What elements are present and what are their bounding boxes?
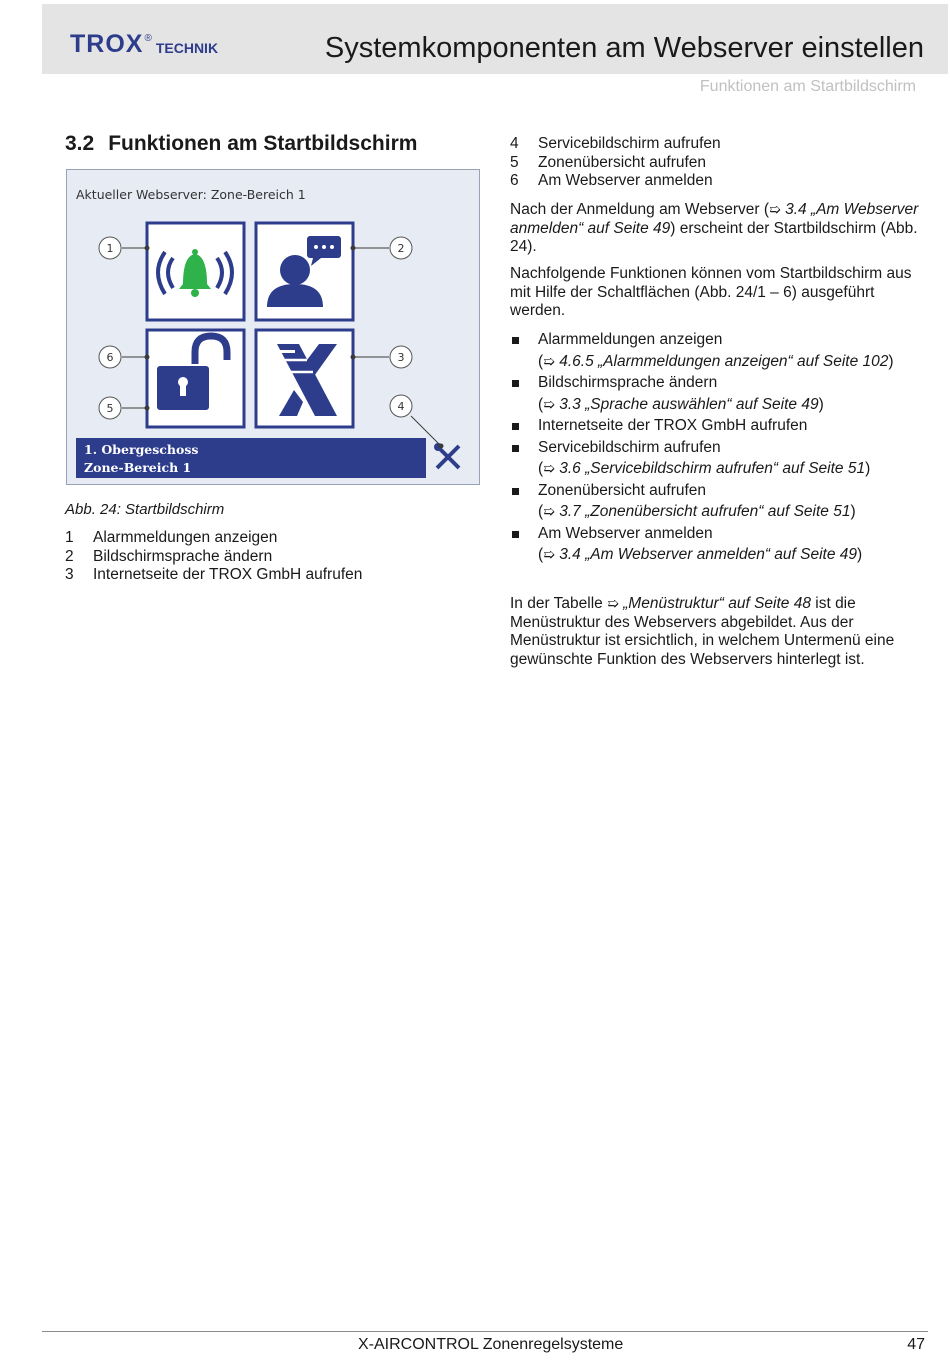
section-number: 3.2 <box>65 132 95 155</box>
list-item: Am Webserver anmelden (➯ 3.4 „Am Webserver anmelden“ auf Seite 49) <box>510 525 920 565</box>
cross-ref-arrow-icon: ➯ <box>543 460 555 476</box>
bullet-text: Am Webserver anmelden <box>538 524 713 542</box>
list-item: Alarmmeldungen anzeigen (➯ 4.6.5 „Alarmmeldungen anzeigen“ auf Seite 102) <box>510 331 920 371</box>
section-title-text: Funktionen am Startbildschirm <box>108 132 418 155</box>
list-item: Bildschirmsprache ändern (➯ 3.3 „Sprache auswählen“ auf Seite 49) <box>510 374 920 414</box>
legend-text: Alarmmeldungen anzeigen <box>93 529 278 546</box>
legend-number: 6 <box>510 172 519 189</box>
callout-2: 2 <box>397 242 405 255</box>
chapter-title: Systemkomponenten am Webserver einstellen <box>324 32 924 64</box>
callout-6: 6 <box>106 351 114 364</box>
legend-text: Bildschirmsprache ändern <box>93 547 273 565</box>
page-header <box>42 4 948 74</box>
cross-reference-link[interactable]: 4.6.5 „Alarmmeldungen anzeigen“ auf Seite 102 <box>559 352 889 370</box>
bullet-text: Internetseite der TROX GmbH aufrufen <box>538 417 808 434</box>
logo-text: TROX <box>70 30 144 58</box>
legend-number: 2 <box>65 547 74 565</box>
figure-legend-left <box>65 529 362 585</box>
cross-reference-link[interactable]: 3.7 „Zonenübersicht aufrufen“ auf Seite 51 <box>559 503 851 520</box>
language-tile[interactable] <box>256 223 353 320</box>
legend-item <box>510 172 721 191</box>
cross-reference-link[interactable]: 3.3 „Sprache auswählen“ auf Seite 49 <box>559 395 819 413</box>
figure-caption: Abb. 24: Startbildschirm <box>65 501 225 518</box>
list-item: Servicebildschirm aufrufen (➯ 3.6 „Servicebildschirm aufrufen“ auf Seite 51) <box>510 439 920 479</box>
legend-text: Zonenübersicht aufrufen <box>538 153 707 171</box>
para-text: ist die Menüstruktur des Webservers abgebildet. Aus der Menüstruktur ist ersichtlich, in welchem Untermenü eine gewünschte Funktion des Webservers hinterlegt ist. <box>510 595 895 668</box>
functions-intro-paragraph: Nachfolgende Funktionen können vom Startbildschirm aus mit Hilfe der Schaltflächen (Abb. 24/1 – 6) ausgeführt werden. <box>510 265 912 319</box>
screen-title: Aktueller Webserver: Zone-Bereich 1 <box>76 187 306 202</box>
menu-structure-paragraph <box>510 594 920 669</box>
page-number: 47 <box>907 1336 925 1353</box>
para-text: ) erscheint der Startbildschirm (Abb. 24). <box>510 219 918 255</box>
callout-4: 4 <box>397 400 405 413</box>
legend-item <box>510 154 721 173</box>
legend-item <box>65 548 362 567</box>
logo-registered-mark: ® <box>144 33 152 44</box>
callout-1: 1 <box>106 242 114 255</box>
alarm-tile[interactable] <box>147 223 244 320</box>
cross-reference-link[interactable]: 3.4 „Am Webserver anmelden“ auf Seite 49 <box>510 201 919 237</box>
legend-number: 3 <box>65 566 74 583</box>
bullet-text: Alarmmeldungen anzeigen <box>538 331 723 348</box>
function-bullet-list <box>510 331 920 568</box>
zone-floor: 1. Obergeschoss <box>84 442 199 457</box>
legend-text: Am Webserver anmelden <box>538 172 713 189</box>
footer-divider <box>42 1331 928 1332</box>
trox-website-tile[interactable] <box>256 330 353 427</box>
trox-logo <box>70 32 218 57</box>
cross-ref-arrow-icon: ➯ <box>607 595 619 611</box>
section-heading <box>65 132 417 156</box>
list-item <box>510 417 920 436</box>
cross-reference-link[interactable]: 3.6 „Servicebildschirm aufrufen“ auf Seite 51 <box>559 460 866 477</box>
legend-number: 5 <box>510 153 519 171</box>
figure-legend-right <box>510 135 721 191</box>
cross-ref-arrow-icon: ➯ <box>543 352 555 369</box>
cross-ref-arrow-icon: ➯ <box>769 201 781 217</box>
legend-item <box>65 566 362 585</box>
intro-paragraph <box>510 200 920 257</box>
legend-number: 1 <box>65 529 74 546</box>
callout-3: 3 <box>397 351 405 364</box>
callout-5: 5 <box>106 402 114 415</box>
cross-reference-link[interactable]: „Menüstruktur“ auf Seite 48 <box>623 595 811 612</box>
section-running-title: Funktionen am Startbildschirm <box>699 78 916 95</box>
bullet-text: Bildschirmsprache ändern <box>538 374 718 391</box>
start-screen-figure <box>66 169 480 485</box>
cross-ref-arrow-icon: ➯ <box>543 503 555 519</box>
legend-item <box>65 529 362 548</box>
list-item: Zonenübersicht aufrufen (➯ 3.7 „Zonenübersicht aufrufen“ auf Seite 51) <box>510 482 920 522</box>
logo-subtext: TECHNIK <box>155 40 219 56</box>
legend-text: Servicebildschirm aufrufen <box>538 135 721 152</box>
cross-ref-arrow-icon: ➯ <box>543 546 555 562</box>
para-text: In der Tabelle <box>510 595 608 612</box>
bullet-text: Servicebildschirm aufrufen <box>538 438 721 456</box>
para-text: Nach der Anmeldung am Webserver ( <box>510 201 770 218</box>
login-tile[interactable] <box>147 330 244 427</box>
cross-ref-arrow-icon: ➯ <box>543 395 555 412</box>
footer-document-title: X-AIRCONTROL Zonenregelsysteme <box>358 1336 624 1353</box>
cross-reference-link[interactable]: 3.4 „Am Webserver anmelden“ auf Seite 49 <box>559 546 858 563</box>
bullet-text: Zonenübersicht aufrufen <box>538 481 707 499</box>
legend-number: 4 <box>510 135 519 152</box>
zone-name: Zone-Bereich 1 <box>84 460 192 475</box>
legend-text: Internetseite der TROX GmbH aufrufen <box>93 566 363 583</box>
legend-item <box>510 135 721 154</box>
